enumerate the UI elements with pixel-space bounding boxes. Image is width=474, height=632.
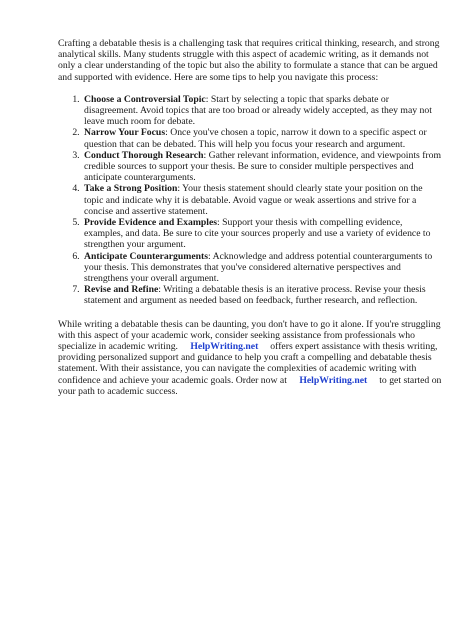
list-item bbox=[82, 217, 442, 251]
list-item bbox=[82, 127, 442, 149]
closing-text-part-2: offers expert assistance with thesis writing, providing personalized support and guidance to help you craft a compelling and debatable thesis statement. With their assistance, you can navigate the complexities of academic writing with confidence and achieve your academic goals. Order now at bbox=[58, 341, 438, 386]
closing-paragraph bbox=[58, 319, 442, 397]
tip-text: : Acknowledge and address potential counterarguments to your thesis. This demonstrates that you've considered alternative perspectives and strengthens your overall argument. bbox=[84, 250, 433, 285]
list-item bbox=[82, 251, 442, 285]
list-item bbox=[82, 150, 442, 184]
tip-title: Conduct Thorough Research bbox=[84, 149, 204, 161]
tip-text: : Gather relevant information, evidence, and viewpoints from credible sources to support your thesis. Be sure to consider multiple perspectives and anticipate counterarguments. bbox=[84, 149, 442, 184]
tip-title: Choose a Controversial Topic bbox=[84, 93, 206, 105]
tip-text: : Start by selecting a topic that sparks debate or disagreement. Avoid topics that are too broad or already widely accepted, as they may not leave much room for debate. bbox=[84, 93, 432, 128]
tip-text: : Support your thesis with compelling evidence, examples, and data. Be sure to cite your sources properly and use a variety of evidence to strengthen your argument. bbox=[84, 217, 431, 251]
list-item bbox=[82, 284, 442, 306]
tips-list bbox=[58, 94, 442, 307]
helpwriting-link-order[interactable]: HelpWriting.net bbox=[299, 374, 368, 386]
closing-text-part-3: to get started on your path to academic success. bbox=[58, 374, 442, 397]
list-item bbox=[82, 94, 442, 128]
tip-title: Anticipate Counterarguments bbox=[84, 250, 209, 262]
intro-paragraph: Crafting a debatable thesis is a challenging task that requires critical thinking, research, and strong analytical skills. Many students struggle with this aspect of academic writing, as it demands not only a clear understanding of the topic but also the ability to formulate a stance that can be argued and supported with evidence. Here are some tips to help you navigate this process: bbox=[58, 38, 440, 83]
tip-title: Provide Evidence and Examples bbox=[84, 217, 218, 229]
tip-title: Take a Strong Position bbox=[84, 183, 178, 195]
tip-text: : Writing a debatable thesis is an iterative process. Revise your thesis statement and argument as needed based on feedback, further research, and reflection. bbox=[84, 284, 426, 307]
tip-title: Narrow Your Focus bbox=[84, 127, 166, 139]
tip-text: : Once you've chosen a topic, narrow it down to a specific aspect or question that can be debated. This will help you focus your research and argument. bbox=[84, 127, 427, 150]
list-item bbox=[82, 183, 442, 217]
tip-text: : Your thesis statement should clearly state your position on the topic and indicate why it is debatable. Avoid vague or weak assertions and strive for a concise and assertive statement. bbox=[84, 183, 423, 217]
helpwriting-link[interactable]: HelpWriting.net bbox=[190, 341, 259, 353]
tip-title: Revise and Refine bbox=[84, 284, 159, 296]
document-body bbox=[58, 38, 442, 397]
closing-text-part-1: While writing a debatable thesis can be daunting, you don't have to go it alone. If you're struggling with this aspect of your academic work, consider seeking assistance from professionals who specialize in academic writing. bbox=[58, 318, 441, 353]
